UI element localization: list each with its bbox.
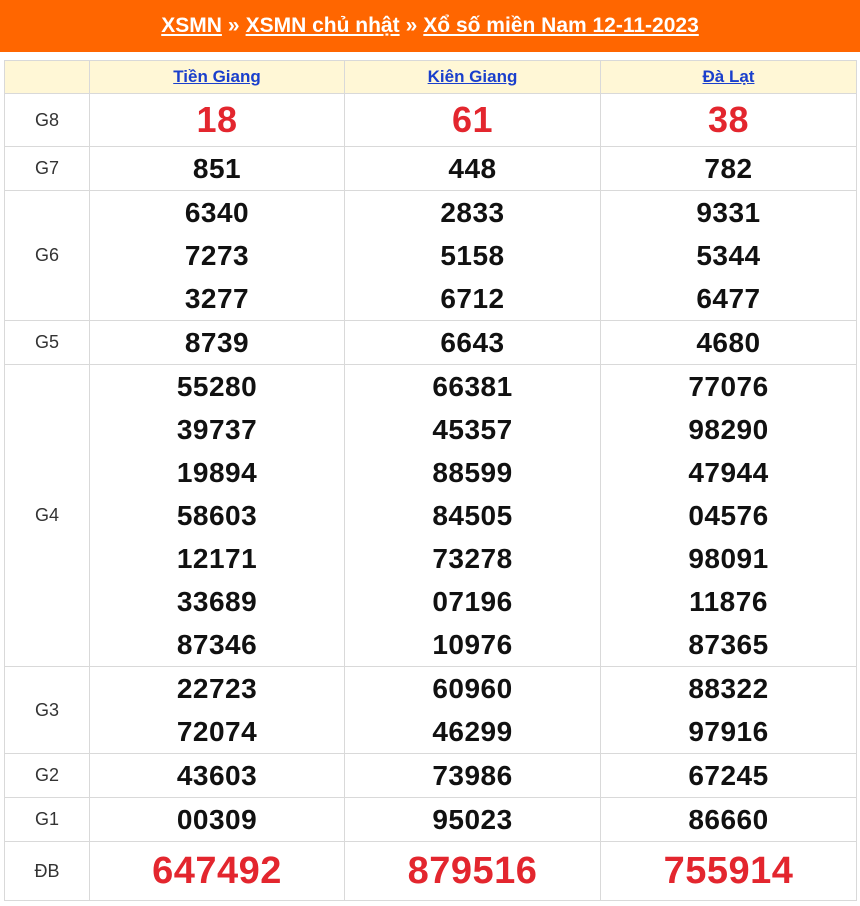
prize-number: 55280 [176,371,258,402]
prize-number: 6712 [440,283,505,314]
prize-cell [90,798,345,842]
prize-cell [90,667,345,754]
prize-row-đb [5,842,857,901]
prize-row-g7 [5,147,857,191]
prize-label: G6 [5,191,90,321]
prize-number: 73278 [432,543,513,574]
prize-number: 22723 [176,673,258,704]
prize-number: 95023 [432,804,513,835]
prize-cell [90,321,345,365]
prize-number: 8739 [184,327,250,358]
prize-cell [90,147,345,191]
prize-number: 86660 [688,804,769,835]
prize-number: 77076 [688,371,769,402]
prize-number: 782 [704,153,753,184]
prize-number: 851 [192,153,242,184]
prize-cell [345,365,601,667]
table-corner-cell [5,61,90,94]
prize-number: 04576 [688,500,769,531]
prize-number: 5158 [440,240,505,271]
prize-number: 12171 [176,543,258,574]
prize-row-g4 [5,365,857,667]
prize-number: 10976 [432,629,513,660]
prize-number: 39737 [176,414,258,445]
province-link-da-lat[interactable]: Đà Lạt [702,67,755,86]
breadcrumb-separator: » [405,14,418,37]
prize-cell [345,754,601,798]
prize-label: ĐB [5,842,90,901]
prize-row-g5 [5,321,857,365]
prize-label: G1 [5,798,90,842]
prize-label: G5 [5,321,90,365]
prize-cell [90,365,345,667]
breadcrumb-link-results-date[interactable]: Xổ số miền Nam 12-11-2023 [423,14,699,37]
special-prize-number: 755914 [663,850,794,892]
prize-cell [345,842,601,901]
prize-number: 00309 [176,804,258,835]
prize-row-g1 [5,798,857,842]
prize-number: 66381 [432,371,513,402]
special-prize-number: 879516 [407,850,538,892]
prize-cell [601,754,857,798]
breadcrumb-link-xsmn[interactable]: XSMN [161,14,222,37]
prize-number: 7273 [184,240,250,271]
prize-cell [601,191,857,321]
prize-number: 18 [196,99,238,140]
prize-number: 46299 [432,716,513,747]
prize-cell [345,321,601,365]
table-header-row [5,61,857,94]
prize-number: 87365 [688,629,769,660]
breadcrumb-separator: » [227,14,240,37]
prize-number: 73986 [432,760,513,791]
prize-number: 72074 [176,716,258,747]
prize-label: G4 [5,365,90,667]
prize-label: G2 [5,754,90,798]
breadcrumb [0,0,860,52]
prize-number: 84505 [432,500,513,531]
prize-number: 2833 [440,197,505,228]
prize-number: 88599 [432,457,513,488]
breadcrumb-link-xsmn-sunday[interactable]: XSMN chủ nhật [245,14,400,37]
prize-cell [90,191,345,321]
prize-number: 61 [451,99,494,140]
prize-cell [345,191,601,321]
prize-cell [345,667,601,754]
prize-number: 9331 [696,197,761,228]
prize-row-g3 [5,667,857,754]
prize-cell [601,842,857,901]
province-link-kien-giang[interactable]: Kiên Giang [427,67,518,86]
prize-number: 6477 [696,283,761,314]
prize-number: 88322 [688,673,769,704]
prize-cell [601,147,857,191]
prize-number: 11876 [689,586,768,617]
province-link-tien-giang[interactable]: Tiền Giang [173,67,261,86]
results-body [5,94,857,901]
prize-number: 58603 [176,500,258,531]
prize-number: 38 [707,99,750,140]
prize-number: 6643 [440,327,505,358]
prize-number: 6340 [184,197,250,228]
lottery-results-table [4,60,857,901]
prize-number: 47944 [688,457,769,488]
prize-label: G8 [5,94,90,147]
prize-number: 43603 [176,760,258,791]
prize-number: 5344 [696,240,761,271]
prize-number: 4680 [696,327,761,358]
prize-number: 87346 [176,629,258,660]
prize-number: 33689 [176,586,258,617]
special-prize-number: 647492 [152,850,282,892]
prize-number: 19894 [176,457,258,488]
prize-number: 67245 [688,760,769,791]
column-header-tien-giang [90,61,345,94]
prize-number: 60960 [432,673,513,704]
prize-label: G7 [5,147,90,191]
prize-cell [90,842,345,901]
prize-cell [90,94,345,147]
prize-cell [601,365,857,667]
prize-cell [345,798,601,842]
prize-cell [601,667,857,754]
prize-number: 07196 [432,586,513,617]
prize-number: 448 [448,153,497,184]
prize-number: 45357 [432,414,513,445]
prize-label: G3 [5,667,90,754]
column-header-kien-giang [345,61,601,94]
prize-cell [90,754,345,798]
prize-number: 3277 [184,283,250,314]
prize-cell [601,94,857,147]
prize-row-g2 [5,754,857,798]
prize-number: 98091 [688,543,769,574]
prize-cell [345,147,601,191]
prize-number: 97916 [688,716,769,747]
prize-cell [601,798,857,842]
prize-cell [601,321,857,365]
prize-row-g8 [5,94,857,147]
prize-row-g6 [5,191,857,321]
prize-cell [345,94,601,147]
column-header-da-lat [601,61,857,94]
prize-number: 98290 [688,414,769,445]
